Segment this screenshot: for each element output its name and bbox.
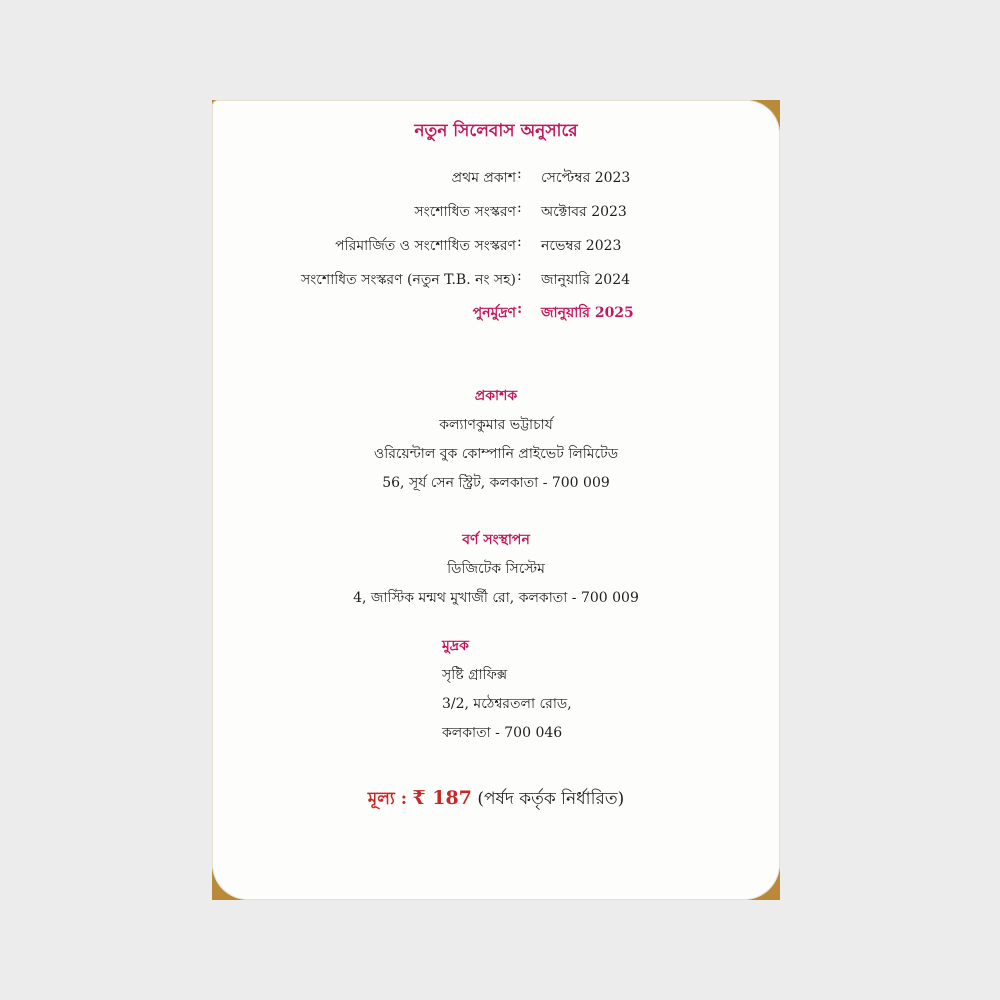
price-line bbox=[212, 786, 780, 814]
publisher-address: 56, সূর্য সেন স্ট্রিট, কলকাতা - 700 009 bbox=[382, 475, 610, 491]
edition-label: প্রথম প্রকাশ bbox=[451, 170, 516, 186]
edition-date: সেপ্টেম্বর 2023 bbox=[541, 170, 631, 186]
typesetting-heading: বর্ণ সংস্থাপন bbox=[462, 532, 530, 548]
printer-block bbox=[442, 632, 772, 748]
edition-separator: : bbox=[517, 268, 522, 284]
edition-date: নভেম্বর 2023 bbox=[541, 238, 622, 254]
publisher-heading: প্রকাশক bbox=[474, 388, 518, 404]
price-label: মূল্য : bbox=[367, 789, 407, 809]
price-amount: ₹ 187 bbox=[412, 787, 472, 809]
edition-separator: : bbox=[517, 234, 522, 250]
edition-row-new-tb bbox=[212, 268, 780, 290]
printer-address-line2: কলকাতা - 700 046 bbox=[442, 725, 563, 741]
edition-row-refined bbox=[212, 234, 780, 256]
edition-label: সংশোধিত সংস্করণ bbox=[414, 204, 516, 220]
edition-date: অক্টোবর 2023 bbox=[541, 204, 627, 220]
edition-label: পরিমার্জিত ও সংশোধিত সংস্করণ bbox=[335, 238, 516, 254]
edition-date: জানুয়ারি 2025 bbox=[541, 305, 634, 321]
imprint-page bbox=[212, 100, 780, 900]
edition-row-revised bbox=[212, 200, 780, 222]
edition-separator: : bbox=[517, 200, 522, 216]
edition-row-reprint bbox=[212, 301, 780, 323]
printer-name: সৃষ্টি গ্রাফিক্স bbox=[442, 667, 508, 683]
edition-label: পুনর্মুদ্রণ bbox=[472, 305, 516, 321]
price-note: (পর্ষদ কর্তৃক নির্ধারিত) bbox=[477, 789, 625, 809]
edition-row-first bbox=[212, 166, 780, 188]
edition-date: জানুয়ারি 2024 bbox=[541, 272, 631, 288]
typesetting-address: 4, জাস্টিক মন্মথ মুখার্জী রো, কলকাতা - 700 009 bbox=[353, 590, 639, 606]
printer-heading: মুদ্রক bbox=[442, 638, 469, 654]
edition-separator: : bbox=[517, 166, 522, 182]
syllabus-title: নতুন সিলেবাস অনুসারে bbox=[414, 121, 578, 141]
typesetting-name: ডিজিটেক সিস্টেম bbox=[447, 561, 545, 577]
publisher-name: কল্যাণকুমার ভট্টাচার্য bbox=[439, 417, 553, 433]
printer-address-line1: 3/2, মঠেশ্বরতলা রোড, bbox=[442, 696, 572, 712]
typesetting-block bbox=[212, 526, 780, 613]
edition-label: সংশোধিত সংস্করণ (নতুন T.B. নং সহ) bbox=[301, 272, 516, 288]
publisher-block bbox=[212, 382, 780, 498]
publisher-company: ওরিয়েন্টাল বুক কোম্পানি প্রাইভেট লিমিটেড bbox=[373, 446, 619, 462]
edition-separator: : bbox=[517, 301, 523, 317]
